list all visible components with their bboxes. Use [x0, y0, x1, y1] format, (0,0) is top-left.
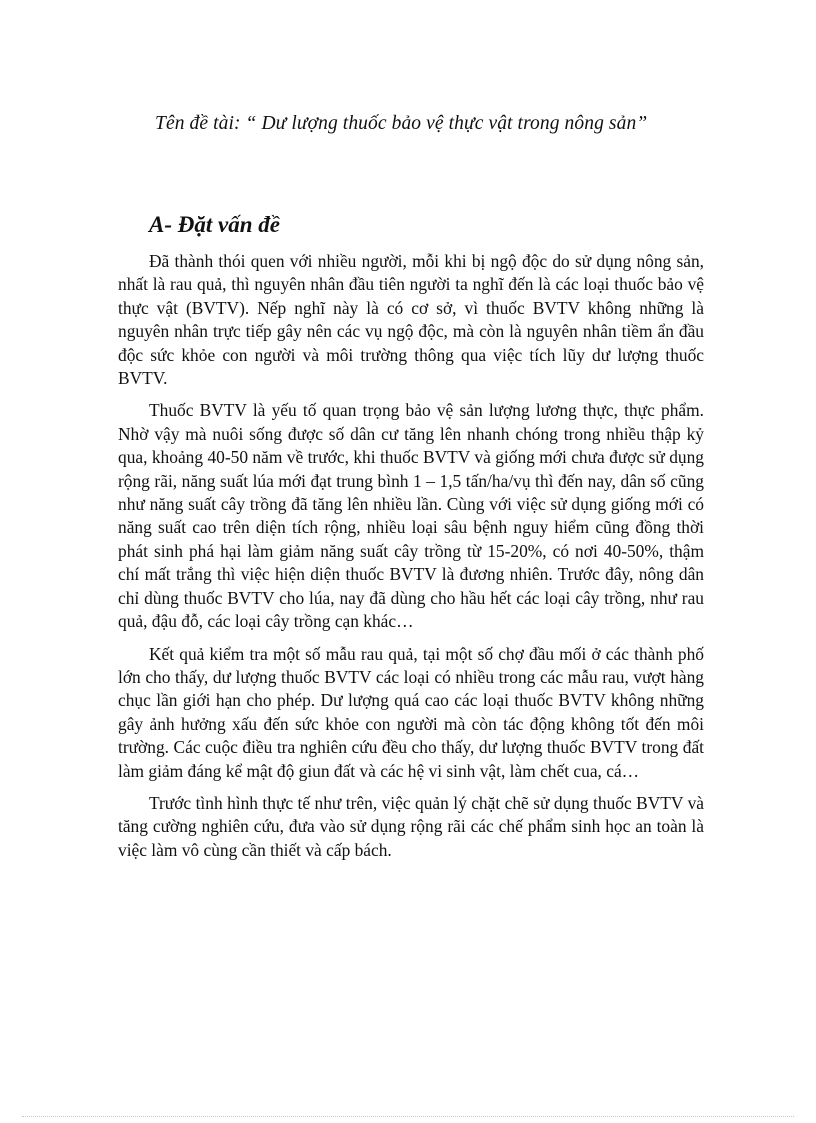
paragraph-2: Thuốc BVTV là yếu tố quan trọng bảo vệ sản lượng lương thực, thực phẩm. Nhờ vậy mà nuôi sống được số dân cư tăng lên nhanh chóng trong nhiều thập kỷ qua, khoảng 40-50 năm về trước, khi thuốc BVTV và giống mới chưa được sử dụng rộng rãi, năng suất lúa mới đạt trung bình 1 – 1,5 tấn/ha/vụ thì đến nay, dân số cũng như năng suất cây trồng đã tăng lên nhiều lần. Cùng với việc sử dụng giống mới có năng suất cao trên diện tích rộng, nhiều loại sâu bệnh nguy hiểm cũng đồng thời phát sinh phá hại làm giảm năng suất cây trồng từ 15-20%, có nơi 40-50%, thậm chí mất trắng thì việc hiện diện thuốc BVTV là đương nhiên. Trước đây, nông dân chỉ dùng thuốc BVTV cho lúa, nay đã dùng cho hầu hết các loại cây trồng, như rau quả, đậu đỗ, các loại cây trồng cạn khác… — [118, 400, 704, 632]
page-bottom-divider — [22, 1116, 794, 1117]
topic-title: Tên đề tài: “ Dư lượng thuốc bảo vệ thực vật trong nông sản” — [155, 113, 648, 134]
paragraph-3: Kết quả kiểm tra một số mẫu rau quả, tại một số chợ đầu mối ở các thành phố lớn cho thấy, dư lượng thuốc BVTV các loại có nhiều trong các mẫu rau, vượt hàng chục lần giới hạn cho phép. Dư lượng quá cao các loại thuốc BVTV không những gây ảnh hưởng xấu đến sức khỏe con người mà còn tác động không tốt đến môi trường. Các cuộc điều tra nghiên cứu đều cho thấy, dư lượng thuốc BVTV trong đất làm giảm đáng kể mật độ giun đất và các hệ vi sinh vật, làm chết cua, cá… — [118, 643, 704, 781]
section-heading: A- Đặt vấn đề — [149, 212, 280, 237]
paragraph-1: Đã thành thói quen với nhiều người, mỗi khi bị ngộ độc do sử dụng nông sản, nhất là rau quả, thì nguyên nhân đầu tiên người ta nghĩ đến là các loại thuốc bảo vệ thực vật (BVTV). Nếp nghĩ này là có cơ sở, vì thuốc BVTV không những là nguyên nhân trực tiếp gây nên các vụ ngộ độc, mà còn là nguyên nhân tiềm ẩn đầu độc sức khỏe con người và môi trường thông qua việc tích lũy dư lượng thuốc BVTV. — [118, 251, 704, 389]
body-text — [118, 250, 704, 871]
paragraph-4: Trước tình hình thực tế như trên, việc quản lý chặt chẽ sử dụng thuốc BVTV và tăng cường nghiên cứu, đưa vào sử dụng rộng rãi các chế phẩm sinh học an toàn là việc làm vô cùng cần thiết và cấp bách. — [118, 792, 704, 860]
